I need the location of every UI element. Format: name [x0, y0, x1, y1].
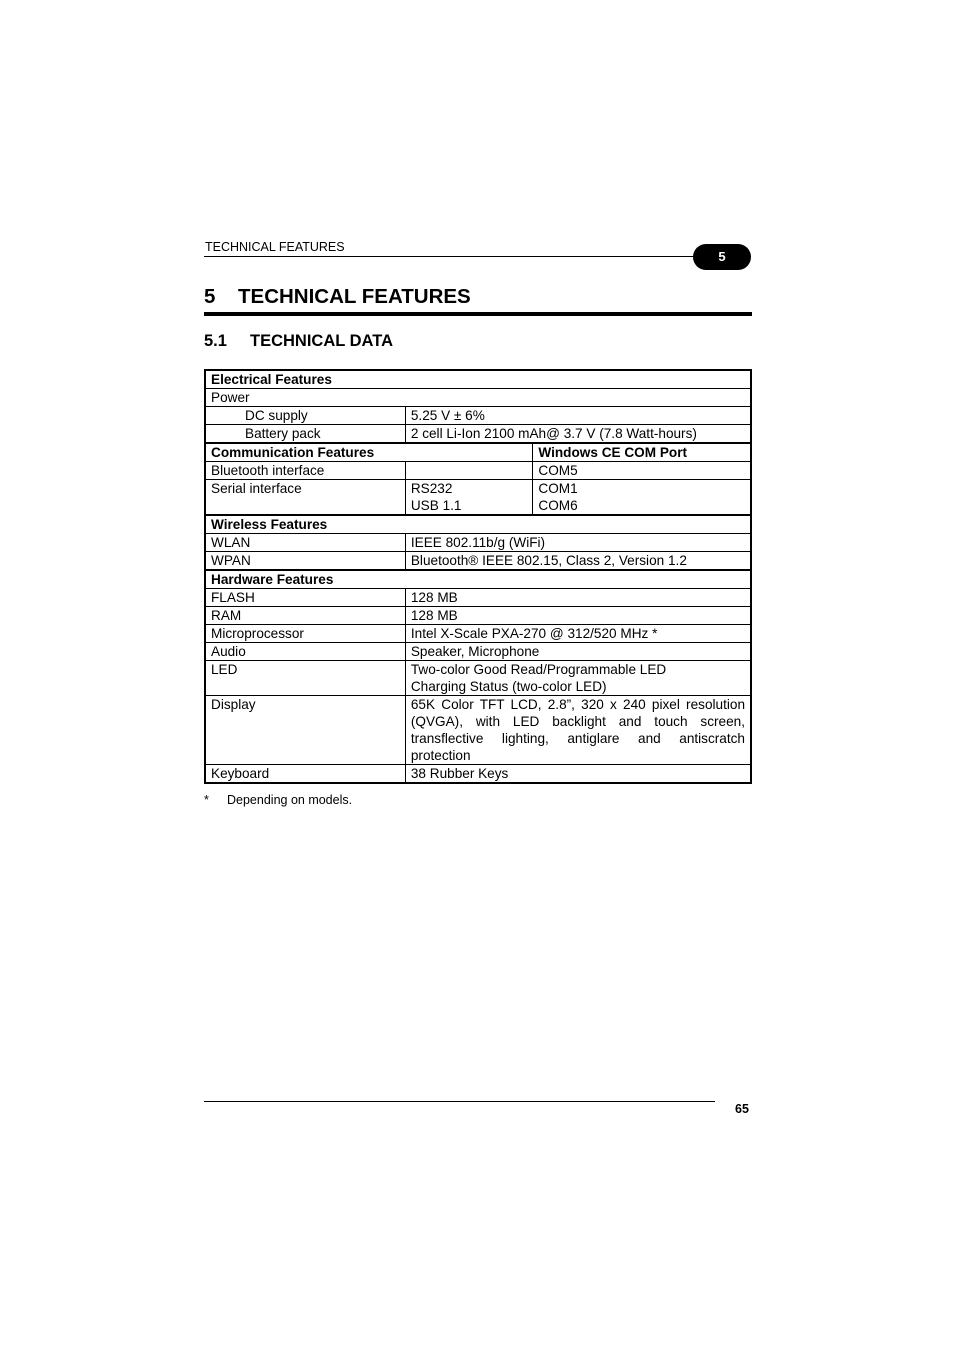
flash-label: FLASH	[205, 589, 405, 607]
led-value-charging: Charging Status (two-color LED)	[410, 679, 607, 694]
section-heading	[204, 332, 393, 351]
header-rule	[204, 256, 704, 257]
table-row	[205, 765, 751, 784]
power-label: Power	[205, 389, 751, 407]
table-row	[205, 425, 751, 444]
page-number: 65	[735, 1102, 749, 1116]
chapter-badge: 5	[693, 244, 751, 270]
table-row	[205, 661, 751, 696]
section-title: TECHNICAL DATA	[250, 332, 393, 350]
keyboard-value: 38 Rubber Keys	[405, 765, 751, 784]
table-row	[205, 443, 751, 462]
ram-label: RAM	[205, 607, 405, 625]
wpan-value: Bluetooth® IEEE 802.15, Class 2, Version 1.2	[405, 552, 751, 571]
section-number: 5.1	[204, 332, 227, 350]
table-row	[205, 643, 751, 661]
running-header: TECHNICAL FEATURES	[205, 240, 345, 254]
table-row	[205, 462, 751, 480]
battery-pack-label: Battery pack	[205, 425, 405, 444]
table-row	[205, 589, 751, 607]
table-row	[205, 534, 751, 552]
table-row	[205, 370, 751, 389]
microprocessor-label: Microprocessor	[205, 625, 405, 643]
com-port-heading: Windows CE COM Port	[533, 443, 751, 462]
serial-value-rs232: RS232	[410, 481, 453, 496]
table-row	[205, 570, 751, 589]
table-row	[205, 389, 751, 407]
serial-port-com6: COM6	[538, 498, 578, 513]
chapter-heading	[204, 285, 471, 309]
table-row	[205, 552, 751, 571]
communication-features-heading: Communication Features	[205, 443, 533, 462]
chapter-title: TECHNICAL FEATURES	[238, 285, 471, 308]
hardware-features-heading: Hardware Features	[205, 570, 751, 589]
keyboard-label: Keyboard	[205, 765, 405, 784]
audio-value: Speaker, Microphone	[405, 643, 751, 661]
ram-value: 128 MB	[405, 607, 751, 625]
bluetooth-interface-label: Bluetooth interface	[205, 462, 405, 480]
battery-pack-value: 2 cell Li-Ion 2100 mAh@ 3.7 V (7.8 Watt-hours)	[405, 425, 751, 444]
led-label: LED	[205, 661, 405, 696]
footnote	[204, 793, 352, 807]
bluetooth-interface-port: COM5	[533, 462, 751, 480]
display-value: 65K Color TFT LCD, 2.8”, 320 x 240 pixel resolution (QVGA), with LED backlight and touch screen, transflective lighting, antiglare and antiscratch protection	[405, 696, 751, 765]
footnote-mark: *	[204, 793, 209, 807]
serial-interface-values	[405, 480, 533, 516]
serial-port-com1: COM1	[538, 481, 578, 496]
footnote-text: Depending on models.	[227, 793, 353, 807]
dc-supply-value: 5.25 V ± 6%	[405, 407, 751, 425]
serial-interface-label: Serial interface	[205, 480, 405, 516]
microprocessor-value: Intel X-Scale PXA-270 @ 312/520 MHz *	[405, 625, 751, 643]
table-row	[205, 515, 751, 534]
electrical-features-heading: Electrical Features	[205, 370, 751, 389]
table-row	[205, 480, 751, 516]
footer-rule	[204, 1101, 715, 1102]
chapter-rule	[204, 312, 752, 316]
chapter-number: 5	[204, 285, 216, 308]
dc-supply-label: DC supply	[205, 407, 405, 425]
flash-value: 128 MB	[405, 589, 751, 607]
serial-value-usb: USB 1.1	[410, 498, 462, 513]
bluetooth-interface-value	[405, 462, 533, 480]
wireless-features-heading: Wireless Features	[205, 515, 751, 534]
table-row	[205, 625, 751, 643]
serial-interface-ports	[533, 480, 751, 516]
audio-label: Audio	[205, 643, 405, 661]
technical-data-table	[204, 369, 752, 784]
table-row	[205, 607, 751, 625]
led-value-good-read: Two-color Good Read/Programmable LED	[410, 662, 667, 677]
display-label: Display	[205, 696, 405, 765]
wpan-label: WPAN	[205, 552, 405, 571]
wlan-value: IEEE 802.11b/g (WiFi)	[405, 534, 751, 552]
wlan-label: WLAN	[205, 534, 405, 552]
led-values	[405, 661, 751, 696]
table-row	[205, 407, 751, 425]
table-row	[205, 696, 751, 765]
